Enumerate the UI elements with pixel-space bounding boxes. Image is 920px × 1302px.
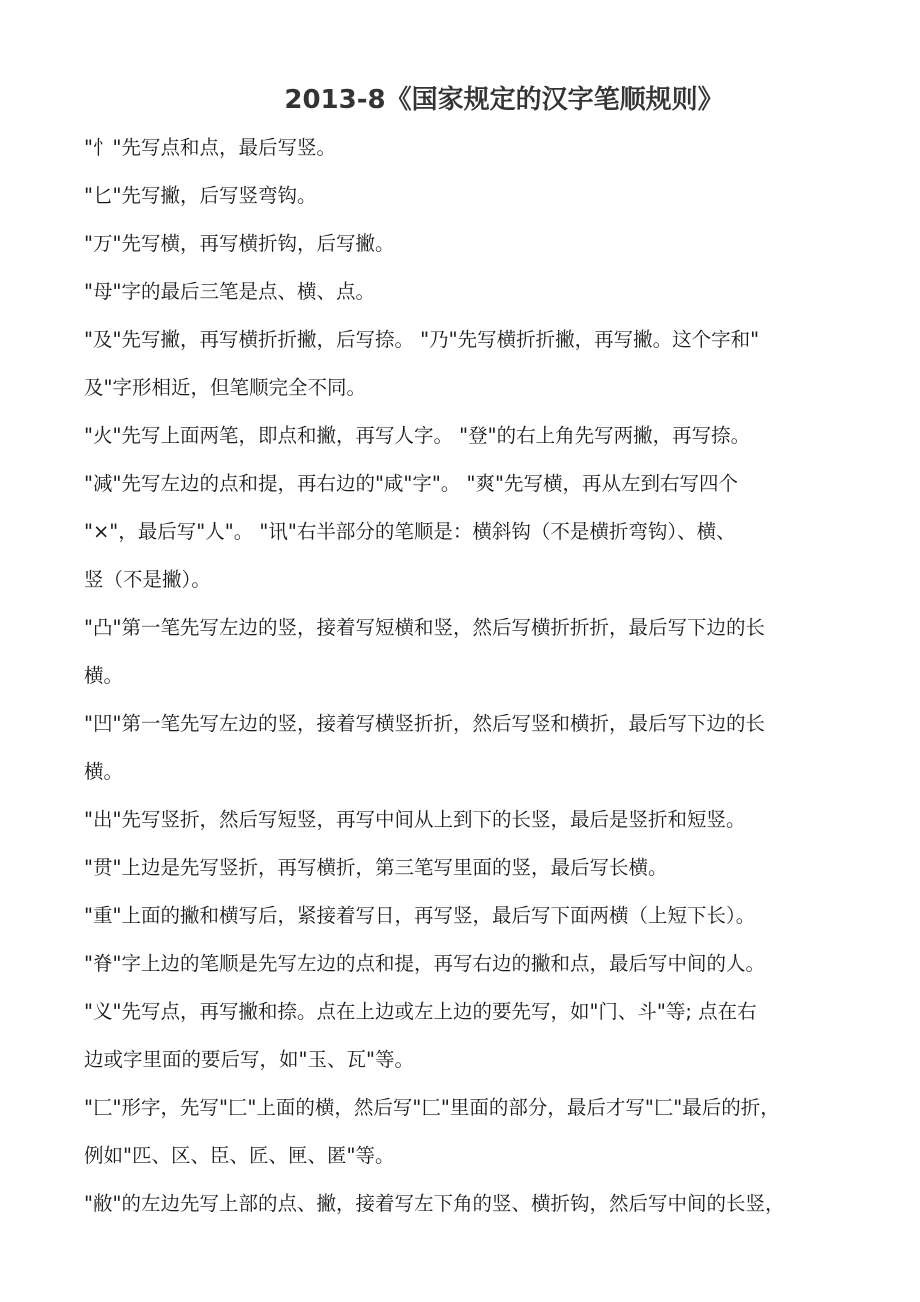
text-line: "火"先写上面两笔，即点和撇，再写人字。 "登"的右上角先写两撇，再写捺。: [84, 424, 751, 447]
text-line: "及"先写撇，再写横折折撇，后写捺。 "乃"先写横折折撇，再写撇。这个字和": [84, 328, 760, 351]
text-line: "减"先写左边的点和提，再右边的"咸"字"。 "爽"先写横，再从左到右写四个: [84, 472, 738, 495]
text-line: "敝"的左边先写上部的点、撇，接着写左下角的竖、横折钩，然后写中间的长竖，: [84, 1192, 785, 1215]
text-line: "脊"字上边的笔顺是先写左边的点和提，再写右边的撇和点，最后写中间的人。: [84, 952, 765, 975]
text-line: "义"先写点，再写撇和捺。点在上边或左上边的要先写，如"门、斗"等; 点在右: [84, 1000, 757, 1023]
text-line: "重"上面的撇和横写后，紧接着写日，再写竖，最后写下面两横（上短下长）。: [84, 904, 756, 927]
text-line: 竖（不是撇）。: [84, 568, 211, 591]
text-line: 横。: [84, 760, 124, 783]
document-body: [84, 124, 844, 1228]
text-line: 例如"匹、区、臣、匠、匣、匿"等。: [84, 1144, 395, 1167]
text-line: 边或字里面的要后写，如"玉、瓦"等。: [84, 1048, 414, 1071]
text-line: "凸"第一笔先写左边的竖，接着写短横和竖，然后写横折折折，最后写下边的长: [84, 616, 765, 639]
text-line: "母"字的最后三笔是点、横、点。: [84, 280, 375, 303]
text-line: 横。: [84, 664, 124, 687]
text-line: "贯"上边是先写竖折，再写横折，第三笔写里面的竖，最后写长横。: [84, 856, 668, 879]
text-line: "凹"第一笔先写左边的竖，接着写横竖折折，然后写竖和横折，最后写下边的长: [84, 712, 765, 735]
text-line: "×"，最后写"人"。 "讯"右半部分的笔顺是：横斜钩（不是横折弯钩）、横、: [84, 520, 736, 543]
text-line: "万"先写横，再写横折钩，后写撇。: [84, 232, 395, 255]
text-line: "出"先写竖折，然后写短竖，再写中间从上到下的长竖，最后是竖折和短竖。: [84, 808, 746, 831]
text-line: 及"字形相近，但笔顺完全不同。: [84, 376, 366, 399]
text-line: "忄"先写点和点，最后写竖。: [84, 136, 336, 159]
text-line: "匕"先写撇，后写竖弯钩。: [84, 184, 317, 207]
document-title: 2013-8《国家规定的汉字笔顺规则》: [284, 85, 724, 115]
text-line: "匚"形字，先写"匚"上面的横，然后写"匚"里面的部分，最后才写"匚"最后的折，: [84, 1096, 780, 1119]
